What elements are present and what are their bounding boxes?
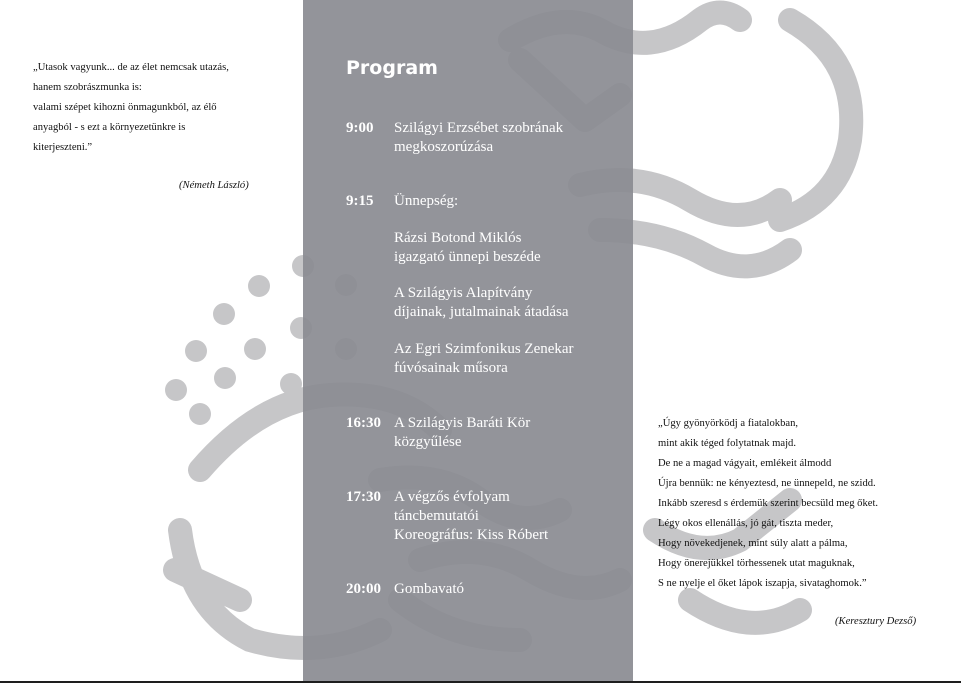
program-time: 17:30 [346,489,381,505]
left-quote-line: anyagból - s ezt a környezetünkre is [33,122,186,133]
decor-dot [185,340,207,362]
decor-dot [248,275,270,297]
program-line: Az Egri Szimfonikus Zenekar [394,341,574,357]
right-quote-line: Hogy önerejükkel törhessenek utat maguknak, [658,558,855,569]
decor-dot [214,367,236,389]
program-line: igazgató ünnepi beszéde [394,249,541,265]
program-line: megkoszorúzása [394,139,494,155]
program-description [394,192,634,211]
program-time: 20:00 [346,581,381,597]
right-quote-line: „Úgy gyönyörködj a fiatalokban, [658,418,799,429]
decor-dot [189,403,211,425]
right-quote-line: Újra bennük: ne kényeztesd, ne ünnepeld, ne szidd. [658,478,876,489]
program-description [394,229,634,267]
right-quote-line: Hogy növekedjenek, mint súly alatt a pálma, [658,538,848,549]
decor-curve-5 [780,20,851,220]
decor-curve-7 [175,570,240,600]
right-quote-line: De ne a magad vágyait, emlékeit álmodd [658,458,832,469]
program-line: díjainak, jutalmainak átadása [394,304,569,320]
program-line: Koreográfus: Kiss Róbert [394,527,549,543]
program-line: közgyűlése [394,434,462,450]
program-time: 16:30 [346,415,381,431]
program-line: A Szilágyis Baráti Kör [394,415,531,431]
program-time: 9:15 [346,193,374,209]
left-quote-line: kiterjeszteni.” [33,142,93,153]
program-description [394,414,634,452]
program-description [394,580,634,599]
decor-curve-13 [690,600,800,623]
program-line: A Szilágyis Alapítvány [394,285,533,301]
program-line: fúvósainak műsora [394,360,508,376]
program-description [394,119,634,157]
right-quote [658,414,938,594]
program-line: Szilágyi Erzsébet szobrának [394,120,564,136]
left-quote [33,58,273,158]
decor-dot [165,379,187,401]
program-description [394,488,634,545]
left-quote-line: valami szépet kihozni önmagunkból, az élő [33,102,217,113]
program-time: 9:00 [346,120,374,136]
left-quote-author: (Németh László) [179,180,249,191]
program-line: Ünnepség: [394,193,459,209]
program-title: Program [346,57,438,79]
program-line: A végzős évfolyam [394,489,510,505]
right-quote-line: S ne nyelje el őket lápok iszapja, sivataghomok.” [658,578,867,589]
program-line: Gombavató [394,581,464,597]
left-quote-line: hanem szobrászmunka is: [33,82,142,93]
right-quote-line: Légy okos ellenállás, jó gát, tiszta meder, [658,518,834,529]
right-quote-author: (Keresztury Dezső) [835,616,917,627]
right-quote-line: Inkább szeresd s érdemük szerint becsüld meg őket. [658,498,879,509]
right-quote-line: mint akik téged folytatnak majd. [658,438,796,449]
left-quote-line: „Utasok vagyunk... de az élet nemcsak utazás, [33,62,229,73]
program-line: táncbemutatói [394,508,479,524]
program-line: Rázsi Botond Miklós [394,230,522,246]
decor-dot [280,373,302,395]
decor-dot [213,303,235,325]
program-description [394,284,634,322]
program-description [394,340,634,378]
decor-dot [244,338,266,360]
